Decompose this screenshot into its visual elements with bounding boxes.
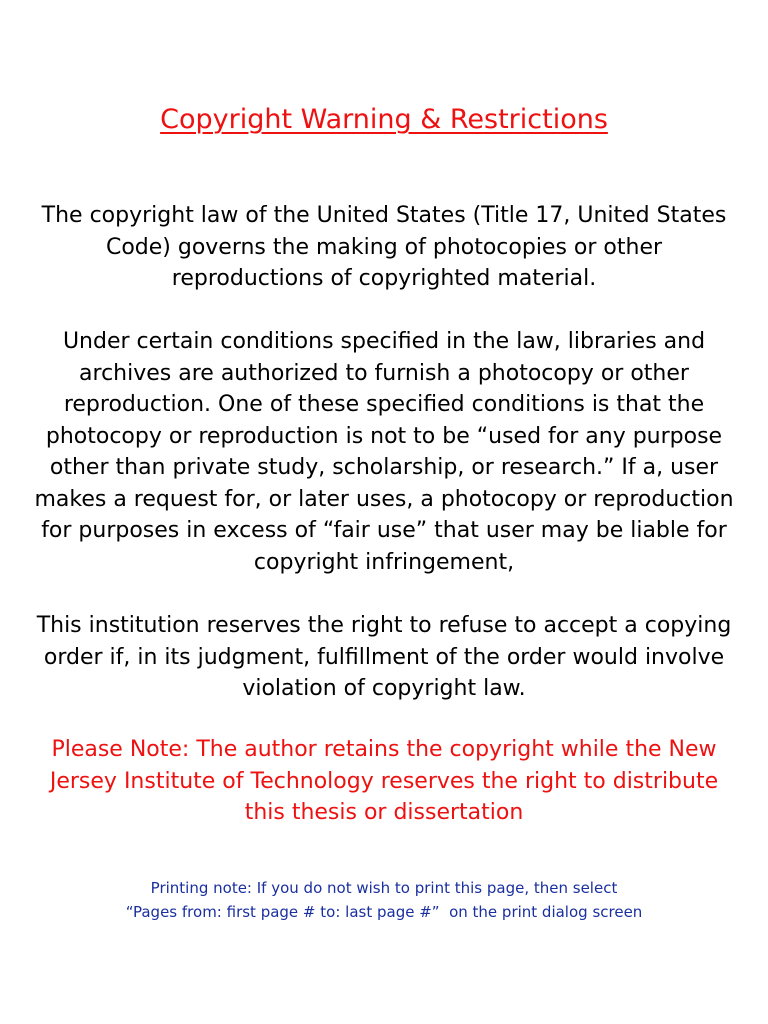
conditions-paragraph: Under certain conditions specified in the law, libraries and archives are authorized to furnish a photocopy or other reproduction. One of these specified conditions is that the photocopy or reproduction is not to be “used for any purpose other than private study, scholarship, or research.” If a, user makes a request for, or later uses, a photocopy or reproduction for purposes in excess of “fair use” that user may be liable for copyright infringement, — [34, 329, 734, 575]
printing-note-line-1: Printing note: If you do not wish to print this page, then select — [150, 879, 618, 897]
copyright-law-paragraph: The copyright law of the United States (Title 17, United States Code) governs the making of photocopies or other reproductions of copyrighted material. — [41, 203, 727, 291]
printing-note-line-2: “Pages from: first page # to: last page #” on the print dialog screen — [125, 903, 643, 921]
printing-note — [34, 876, 734, 924]
institution-rights-paragraph: This institution reserves the right to refuse to accept a copying order if, in its judgment, fulfillment of the order would involve violation of copyright law. — [36, 613, 732, 701]
page-title: Copyright Warning & Restrictions — [160, 104, 608, 135]
please-note-paragraph: Please Note: The author retains the copyright while the New Jersey Institute of Technology reserves the right to distribute this thesis or dissertation — [49, 737, 719, 825]
